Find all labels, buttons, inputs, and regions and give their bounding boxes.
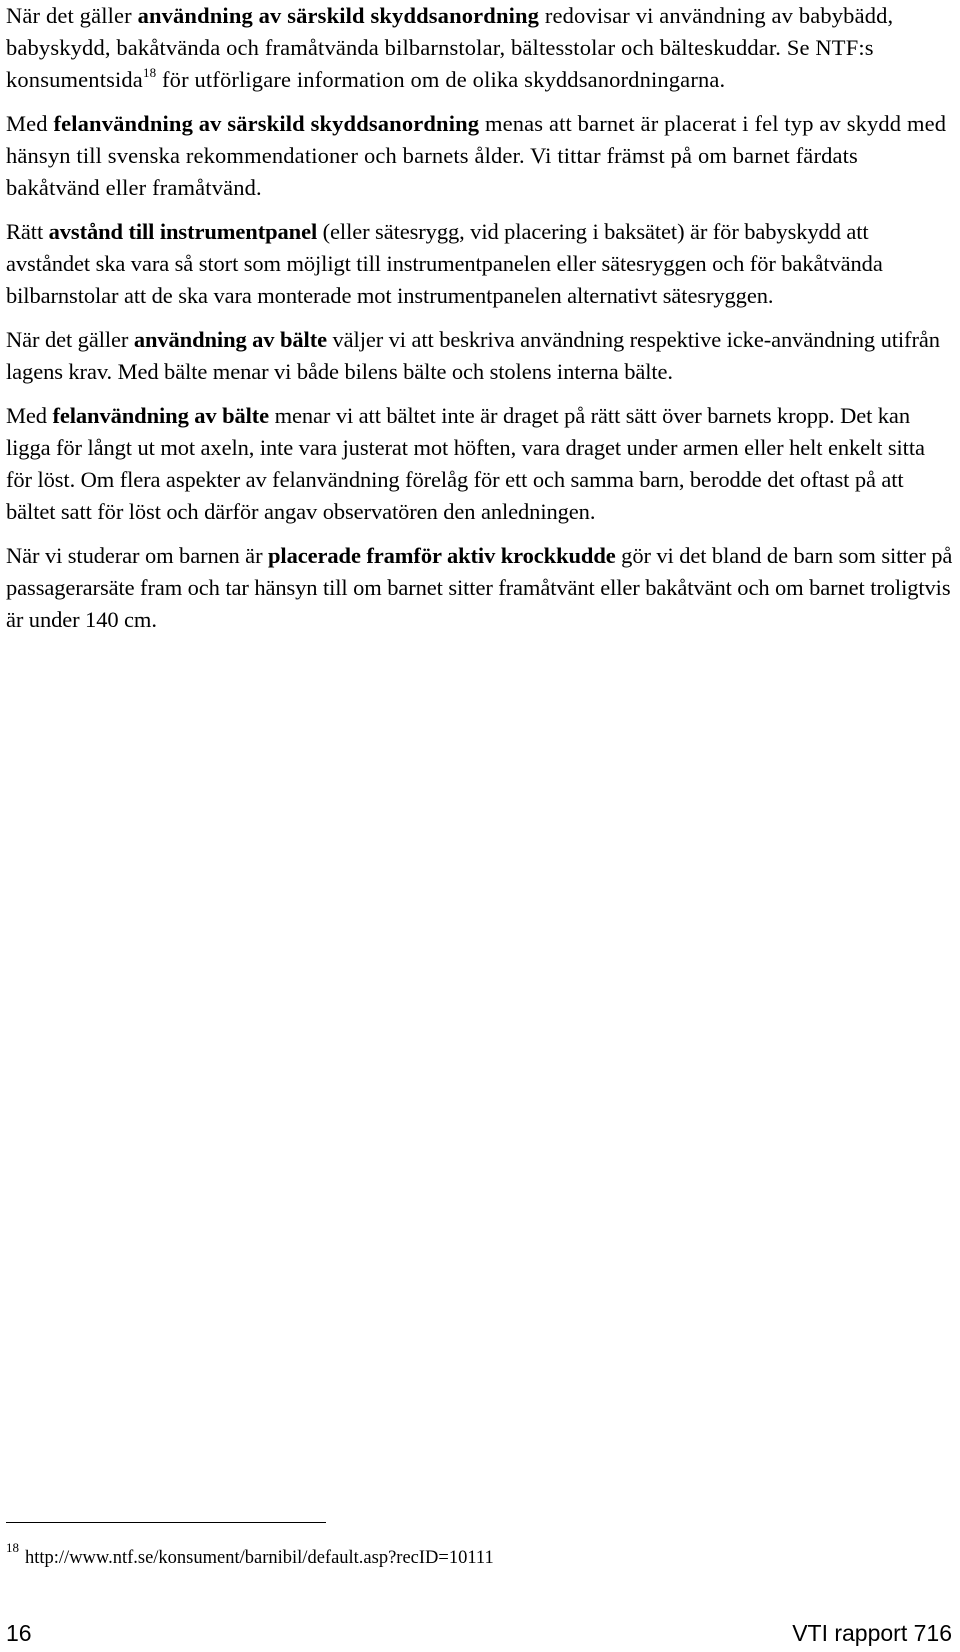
text-run: menas att barnet är placerat i fel typ av skydd med hänsyn till svenska rekommendationer och barnets ålder. Vi tittar främst på om barnet färdats bakåtvänd eller framåtvänd. xyxy=(6,111,947,200)
paragraph-distance-to-dashboard xyxy=(6,216,954,312)
text-run: När vi studerar om barnen är xyxy=(6,543,268,568)
emphasis-term: användning av bälte xyxy=(133,327,327,352)
footnote xyxy=(6,1539,494,1570)
text-run: (eller sätesrygg, vid placering i baksätet) är för babyskydd att avståndet ska vara så stort som möjligt till instrumentpanelen eller sätesryggen och för bakåtvända bilbarnstolar att de ska vara monterade mot instrumentpanelen alternativt sätesryggen. xyxy=(6,219,883,308)
emphasis-term: placerade framför aktiv krockkudde xyxy=(268,543,616,568)
text-run: Med xyxy=(6,111,54,136)
text-run: Rätt xyxy=(6,219,49,244)
footnote-separator xyxy=(6,1522,326,1523)
text-run: menar vi att bältet inte är draget på rätt sätt över barnets kropp. Det kan ligga för långt ut mot axeln, inte vara justerat mot höften, vara draget under armen eller helt enkelt sitta för löst. Om flera aspekter av felanvändning förelåg för ett och samma barn, berodde det oftast på att bältet satt för löst och därför angav observatören den anledningen. xyxy=(6,403,925,524)
text-run: för utförligare information om de olika skyddsanordningarna. xyxy=(156,67,726,92)
paragraph-special-restraint-misuse xyxy=(6,108,954,204)
paragraph-belt-use xyxy=(6,324,954,388)
emphasis-term: felanvändning av bälte xyxy=(52,403,270,428)
report-name: VTI rapport 716 xyxy=(792,1620,952,1646)
paragraph-belt-misuse xyxy=(6,400,954,528)
emphasis-term: felanvändning av särskild skyddsanordning xyxy=(53,111,480,136)
paragraph-special-restraint-use xyxy=(6,0,954,96)
footnote-link[interactable]: http://www.ntf.se/konsument/barnibil/default.asp?recID=10111 xyxy=(25,1548,494,1568)
emphasis-term: avstånd till instrumentpanel xyxy=(48,219,318,244)
document-body xyxy=(6,0,954,648)
text-run: När det gäller xyxy=(6,327,134,352)
footnote-number: 18 xyxy=(6,1539,19,1555)
footnote-reference: 18 xyxy=(142,64,157,80)
page-number: 16 xyxy=(6,1620,32,1646)
emphasis-term: användning av särskild skyddsanordning xyxy=(137,3,540,28)
paragraph-airbag-placement xyxy=(6,540,954,636)
text-run: När det gäller xyxy=(6,3,138,28)
text-run: redovisar vi användning av babybädd, babyskydd, bakåtvända och framåtvända bilbarnstolar, bältesstolar och bälteskuddar. Se NTF:s konsumentsida xyxy=(6,3,894,92)
text-run: gör vi det bland de barn som sitter på passagerarsäte fram och tar hänsyn till om barnet sitter framåtvänt eller bakåtvänt och om barnet troligtvis är under 140 cm. xyxy=(6,543,953,632)
text-run: Med xyxy=(6,403,53,428)
text-run: väljer vi att beskriva användning respektive icke-användning utifrån lagens krav. Med bälte menar vi både bilens bälte och stolens interna bälte. xyxy=(6,327,940,384)
